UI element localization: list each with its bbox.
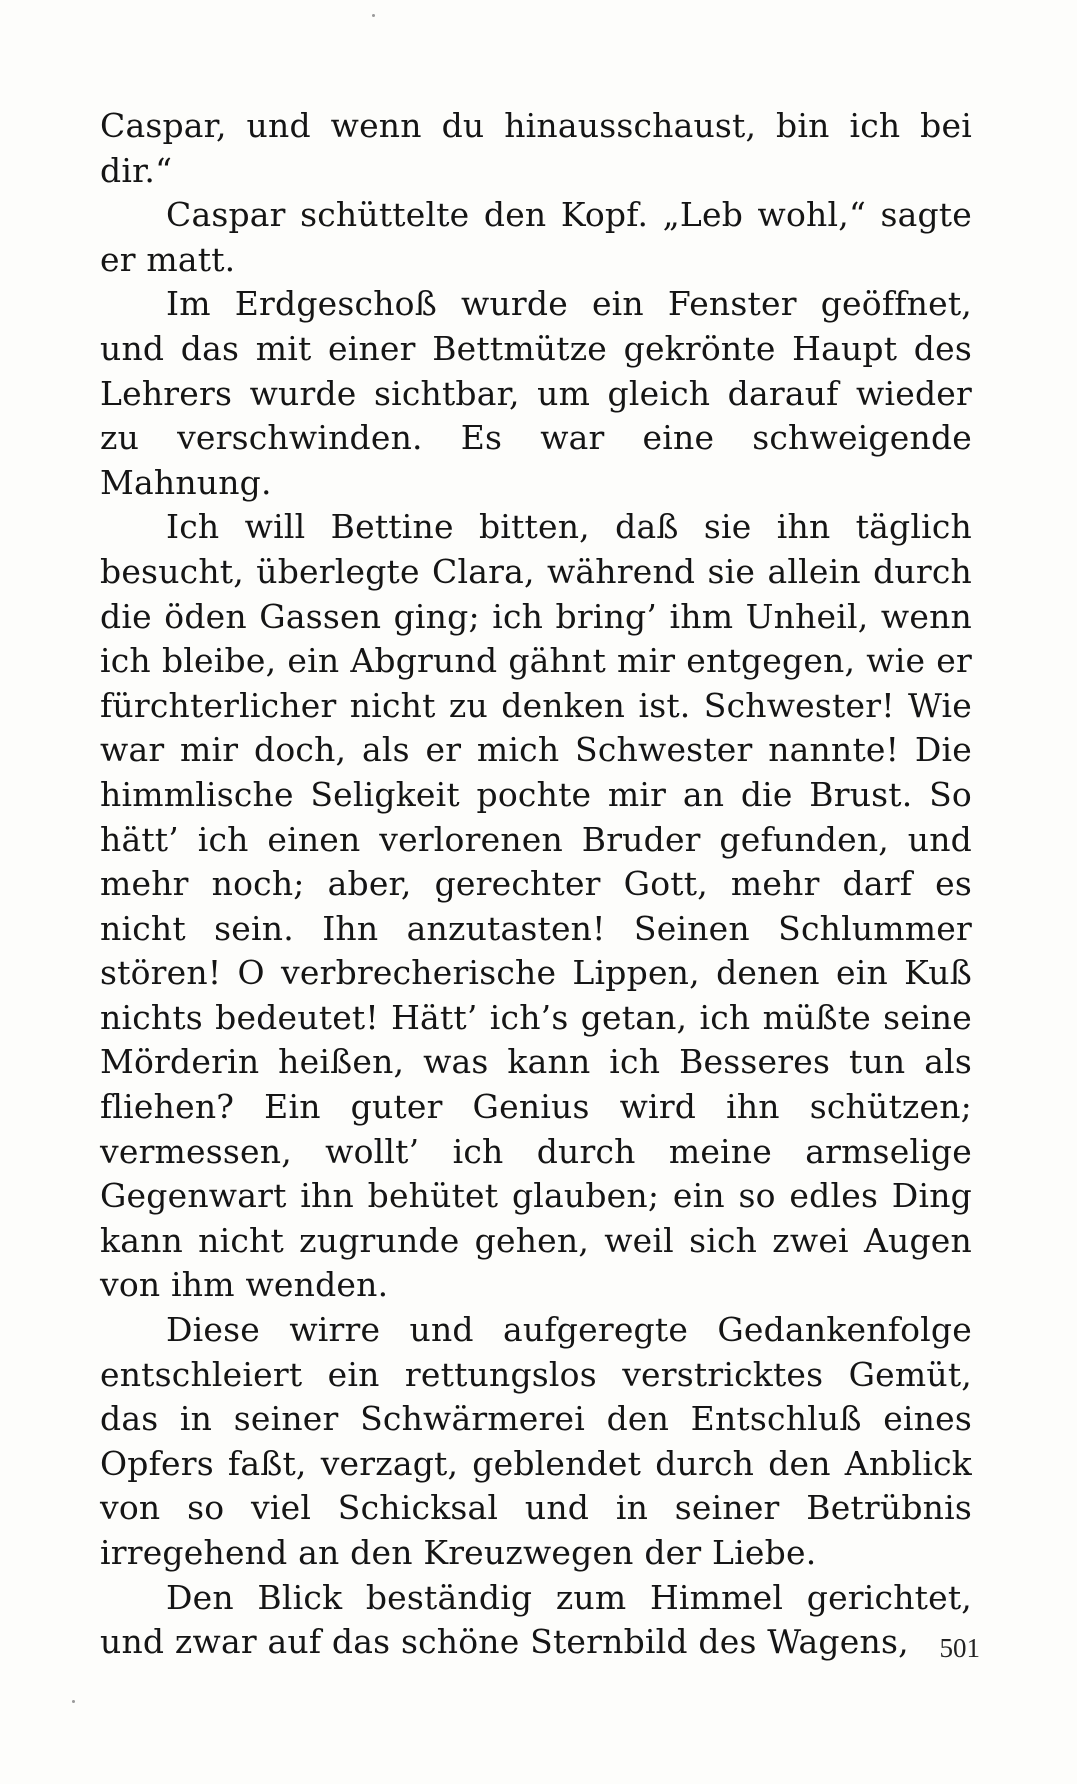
paragraph-6: Den Blick beständig zum Himmel gerichtet, und zwar auf das schöne Sternbild des Wagens, (100, 1577, 972, 1662)
paper-speck (72, 1700, 75, 1703)
paragraph-3: Im Erdgeschoß wurde ein Fenster geöffnet, und das mit einer Bettmütze gekrönte Haupt des Lehrers wurde sichtbar, um gleich darauf wieder zu verschwinden. Es war eine schweigende Mahnung. (100, 284, 972, 502)
paper-speck (372, 14, 375, 17)
paragraph-1: Caspar, und wenn du hinausschaust, bin ich bei dir.“ (100, 106, 972, 190)
body-text (100, 104, 972, 1665)
paragraph-4: Ich will Bettine bitten, daß sie ihn täglich besucht, überlegte Clara, während sie allein durch die öden Gassen ging; ich bring’ ihm Unheil, wenn ich bleibe, ein Abgrund gähnt mir entgegen, wie er fürchterlicher nicht zu denken ist. Schwester! Wie war mir doch, als er mich Schwester nannte! Die himmlische Seligkeit pochte mir an die Brust. So hätt’ ich einen verlorenen Bruder gefunden, und mehr noch; aber, gerechter Gott, mehr darf es nicht sein. Ihn anzutasten! Seinen Schlummer stören! O verbrecherische Lippen, denen ein Kuß nichts bedeutet! Hätt’ ich’s getan, ich müßte seine Mörderin heißen, was kann ich Besseres tun als fliehen? Ein guter Genius wird ihn schützen; vermessen, wollt’ ich durch meine armselige Gegenwart ihn behütet glauben; ein so edles Ding kann nicht zugrunde gehen, weil sich zwei Augen von ihm wenden. (100, 507, 972, 1305)
paragraph-2: Caspar schüttelte den Kopf. „Leb wohl,“ sagte er matt. (100, 195, 972, 279)
paragraph-5: Diese wirre und aufgeregte Gedankenfolge entschleiert ein rettungslos verstricktes Gemüt, das in seiner Schwärmerei den Entschluß eines Opfers faßt, verzagt, geblendet durch den Anblick von so viel Schicksal und in seiner Betrübnis irregehend an den Kreuzwegen der Liebe. (100, 1310, 972, 1572)
page-number: 501 (939, 1633, 980, 1663)
